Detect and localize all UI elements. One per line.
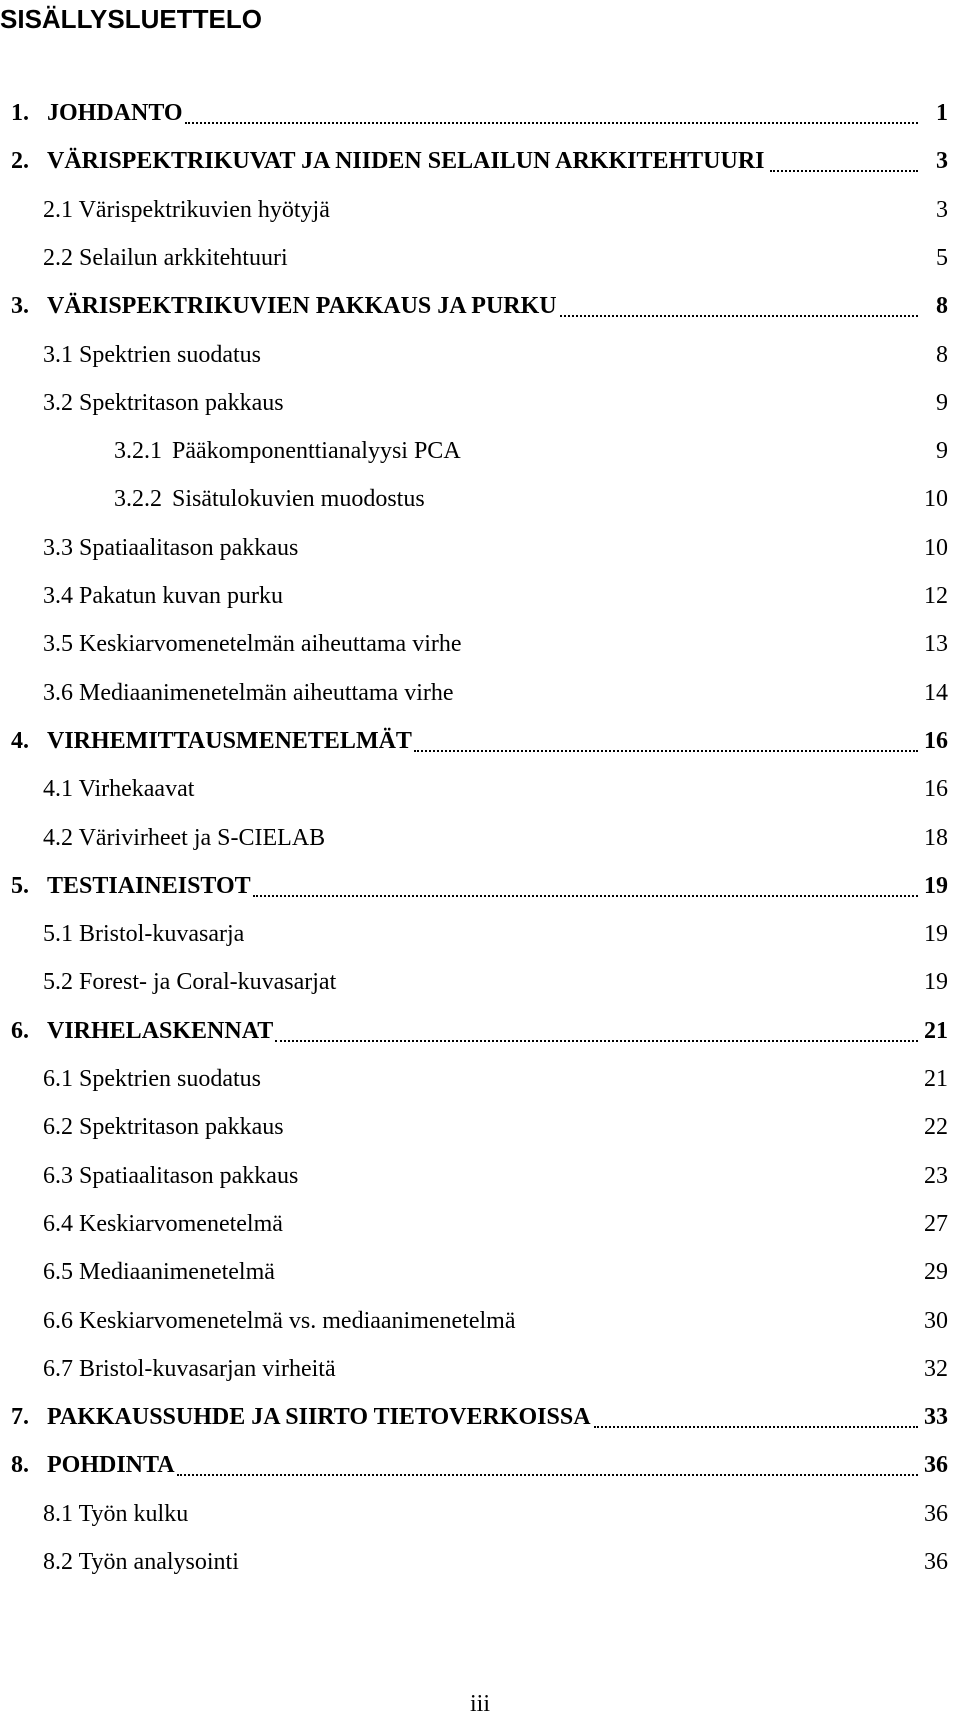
toc-entry-page: 10 <box>924 486 948 513</box>
page-number-footer: iii <box>469 1691 490 1717</box>
toc-entry <box>0 626 960 662</box>
toc-entry-title: 2.2 Selailun arkkitehtuuri <box>43 244 288 271</box>
toc-heading: SISÄLLYSLUETTELO <box>0 4 262 34</box>
toc-entry-page: 29 <box>924 1259 948 1286</box>
toc-entry-page: 13 <box>924 631 948 658</box>
toc-entry-title: 3.2 Spektritason pakkaus <box>43 389 284 416</box>
toc-entry-number: 3.2.1 <box>114 438 162 465</box>
toc-entry-page: 27 <box>924 1210 948 1237</box>
toc-entry-number: 5. <box>11 872 29 899</box>
toc-entry-page: 9 <box>936 438 948 465</box>
toc-entry-title: JOHDANTO <box>47 100 183 126</box>
toc-entry <box>0 771 960 807</box>
toc-entry <box>0 675 960 711</box>
toc-entry-page: 12 <box>924 583 948 609</box>
toc-entry <box>0 820 960 856</box>
toc-entry-title: 6.1 Spektrien suodatus <box>43 1066 261 1092</box>
toc-entry <box>0 1303 960 1339</box>
dot-leader <box>253 868 918 904</box>
toc-entry-title: 2.1 Värispektrikuvien hyötyjä <box>43 196 330 223</box>
toc-entry-page: 19 <box>924 921 948 948</box>
dot-leader <box>594 1399 918 1435</box>
toc-entry-page: 19 <box>924 969 948 996</box>
toc-entry-title: 8.2 Työn analysointi <box>43 1549 239 1575</box>
toc-entry <box>0 143 960 179</box>
toc-entry <box>0 1158 960 1194</box>
toc-entry-page: 3 <box>936 196 948 223</box>
toc-entry-title: VÄRISPEKTRIKUVIEN PAKKAUS JA PURKU <box>47 293 557 320</box>
toc-entry-page: 8 <box>936 293 948 320</box>
toc-entry-title: 3.1 Spektrien suodatus <box>43 341 261 368</box>
toc-entry-page: 19 <box>924 872 948 899</box>
toc-entry-page: 30 <box>924 1307 948 1334</box>
toc-entry-title: 6.6 Keskiarvomenetelmä vs. mediaanimenetelmä <box>43 1307 516 1334</box>
toc-entry <box>0 192 960 228</box>
toc-entry-title: VÄRISPEKTRIKUVAT JA NIIDEN SELAILUN ARKKITEHTUURI <box>47 148 765 175</box>
toc-entry-title: Sisätulokuvien muodostus <box>172 486 425 513</box>
toc-entry <box>0 1061 960 1097</box>
toc-entry-number: 2. <box>11 148 29 175</box>
toc-entry-title: TESTIAINEISTOT <box>47 872 251 899</box>
dot-leader <box>414 723 918 759</box>
dot-leader <box>560 288 918 324</box>
dot-leader <box>275 1013 918 1049</box>
toc-entry-number: 6. <box>11 1017 29 1044</box>
toc-entry-title: 4.2 Värivirheet ja S-CIELAB <box>43 824 326 851</box>
toc-entry-title: 3.6 Mediaanimenetelmän aiheuttama virhe <box>43 679 454 706</box>
toc-entry-page: 16 <box>924 727 948 754</box>
toc-entry <box>0 964 960 1000</box>
toc-entry <box>0 1544 960 1580</box>
toc-entry <box>0 240 960 276</box>
toc-entry <box>0 868 960 904</box>
toc-entry-title: 3.4 Pakatun kuvan purku <box>43 583 283 609</box>
toc-entry-title: 6.3 Spatiaalitason pakkaus <box>43 1162 299 1189</box>
dot-leader <box>185 95 918 131</box>
toc-entry <box>0 385 960 421</box>
toc-entry-title: 6.4 Keskiarvomenetelmä <box>43 1210 283 1237</box>
toc-entry-title: 6.5 Mediaanimenetelmä <box>43 1259 275 1286</box>
toc-entry-title: 3.3 Spatiaalitason pakkaus <box>43 534 299 561</box>
toc-entry-number: 3.2.2 <box>114 486 162 513</box>
toc-entry-number: 8. <box>11 1452 29 1479</box>
toc-entry-page: 36 <box>924 1500 948 1527</box>
toc-entry <box>0 337 960 373</box>
toc-entry-title: PAKKAUSSUHDE JA SIIRTO TIETOVERKOISSA <box>47 1404 591 1431</box>
toc-entry-page: 10 <box>924 534 948 561</box>
toc-entry-page: 36 <box>924 1549 948 1575</box>
toc-entry-title: 3.5 Keskiarvomenetelmän aiheuttama virhe <box>43 631 462 658</box>
toc-entry-number: 1. <box>11 100 29 126</box>
toc-entry-title: 5.2 Forest- ja Coral-kuvasarjat <box>43 969 337 996</box>
toc-entry-title: 6.2 Spektritason pakkaus <box>43 1114 284 1141</box>
toc-entry <box>0 433 960 469</box>
toc-entry <box>0 288 960 324</box>
dot-leader <box>177 1447 918 1483</box>
toc-entry-page: 18 <box>924 824 948 851</box>
toc-entry-number: 3. <box>11 293 29 320</box>
toc-entry-page: 3 <box>936 148 948 175</box>
toc-entry <box>0 1206 960 1242</box>
toc-entry-page: 8 <box>936 341 948 368</box>
toc-entry <box>0 95 960 131</box>
toc-entry-page: 5 <box>936 244 948 271</box>
toc-entry <box>0 1109 960 1145</box>
toc-entry-title: 6.7 Bristol-kuvasarjan virheitä <box>43 1355 336 1382</box>
toc-entry <box>0 530 960 566</box>
toc-entry-page: 33 <box>924 1404 948 1431</box>
toc-entry-page: 36 <box>924 1452 948 1479</box>
toc-entry-page: 22 <box>924 1114 948 1141</box>
toc-entry-title: POHDINTA <box>47 1452 175 1479</box>
toc-entry-page: 14 <box>924 679 948 706</box>
toc-entry <box>0 481 960 517</box>
toc-entry-page: 9 <box>936 389 948 416</box>
toc-entry <box>0 1254 960 1290</box>
toc-entry <box>0 1496 960 1532</box>
toc-entry <box>0 916 960 952</box>
toc-entry-page: 16 <box>924 776 948 803</box>
toc-entry-page: 1 <box>936 100 948 126</box>
toc-entry-title: Pääkomponenttianalyysi PCA <box>172 438 461 465</box>
toc-entry-title: 8.1 Työn kulku <box>43 1500 189 1527</box>
toc-entry-title: 5.1 Bristol-kuvasarja <box>43 921 245 948</box>
toc-entry-page: 21 <box>924 1017 948 1044</box>
toc-entry-title: VIRHELASKENNAT <box>47 1017 274 1044</box>
toc-entry-page: 23 <box>924 1162 948 1189</box>
toc-entry-title: 4.1 Virhekaavat <box>43 776 195 803</box>
toc-entry-page: 21 <box>924 1066 948 1092</box>
toc-entry-number: 4. <box>11 727 29 754</box>
toc-entry <box>0 723 960 759</box>
toc-entry-number: 7. <box>11 1404 29 1431</box>
toc-entry-page: 32 <box>924 1355 948 1382</box>
toc-entry <box>0 1351 960 1387</box>
toc-entry <box>0 1447 960 1483</box>
toc-entry-title: VIRHEMITTAUSMENETELMÄT <box>47 727 412 754</box>
toc-entry <box>0 1013 960 1049</box>
toc-entry <box>0 578 960 614</box>
toc-entry <box>0 1399 960 1435</box>
